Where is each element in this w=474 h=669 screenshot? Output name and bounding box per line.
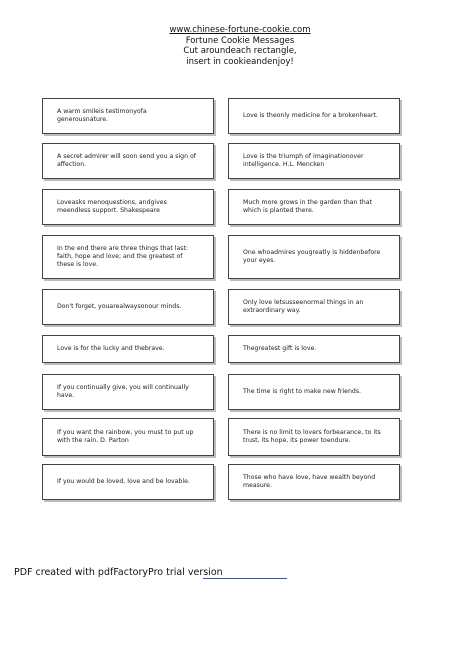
fortune-text: One whoadmires yougreatly is hiddenbefore your eyes. (243, 249, 381, 264)
fortune-text: Thegreatest gift is love. (243, 345, 317, 352)
fortune-text: If you continually give, you will continually have. (57, 384, 189, 399)
fortune-card (228, 235, 400, 279)
fortune-card (42, 143, 214, 179)
fortune-text: A secret admirer will soon send you a sign of affection. (57, 153, 196, 168)
fortune-card (42, 464, 214, 500)
fortune-text: If you want the rainbow, you must to put up with the rain. D. Parton (57, 429, 194, 444)
fortune-text: A warm smileis testimonyofa generousnature. (57, 108, 147, 123)
fortune-text: There is no limit to lovers forbearance, to its trust, its hope, its power toendure. (243, 429, 381, 444)
pdf-footer-note: PDF created with pdfFactoryPro trial version (14, 567, 223, 578)
fortune-card (228, 335, 400, 363)
header-instruction-2: insert in cookieandenjoy! (186, 56, 294, 67)
fortune-card (228, 374, 400, 410)
fortune-card (42, 374, 214, 410)
header-title: Fortune Cookie Messages (185, 35, 295, 46)
fortune-text: Only love letsusseenormal things in an extraordinary way. (243, 299, 364, 314)
fortune-text: The time is right to make new friends. (243, 388, 362, 395)
fortune-card (42, 235, 214, 279)
fortune-card (42, 98, 214, 134)
fortune-text: Loveasks menoquestions, andgives meendless support. Shakespeare (57, 199, 167, 214)
header-instruction-1: Cut aroundeach rectangle, (183, 46, 297, 56)
fortune-text: Those who have love, have wealth beyond measure. (243, 474, 376, 489)
fortune-card (228, 189, 400, 225)
website-link[interactable]: www.chinese-fortune-cookie.com (169, 25, 311, 35)
fortune-card (42, 289, 214, 325)
footer-link[interactable] (203, 578, 287, 579)
fortune-text: If you would be loved, love and be lovable. (57, 478, 190, 485)
fortune-text: Love is theonly medicine for a brokenheart. (243, 112, 378, 119)
fortune-card (42, 418, 214, 456)
fortune-text: Love is for the lucky and thebrave. (57, 345, 165, 352)
fortune-text: Love is the triumph of imaginationover intelligence. H.L. Mencken (243, 153, 364, 168)
fortune-card (228, 98, 400, 134)
fortune-card (228, 418, 400, 456)
fortune-card (42, 335, 214, 363)
fortune-card (228, 289, 400, 325)
fortune-card (228, 464, 400, 500)
page-header (130, 25, 350, 67)
fortune-text: Don't forget, youarealwaysonour minds. (57, 303, 182, 310)
fortune-card (42, 189, 214, 225)
fortune-text: Much more grows in the garden than that which is planted there. (243, 199, 373, 214)
fortune-card (228, 143, 400, 179)
fortune-text: In the end there are three things that last: faith, hope and love; and the greatest of these is love. (57, 245, 188, 268)
